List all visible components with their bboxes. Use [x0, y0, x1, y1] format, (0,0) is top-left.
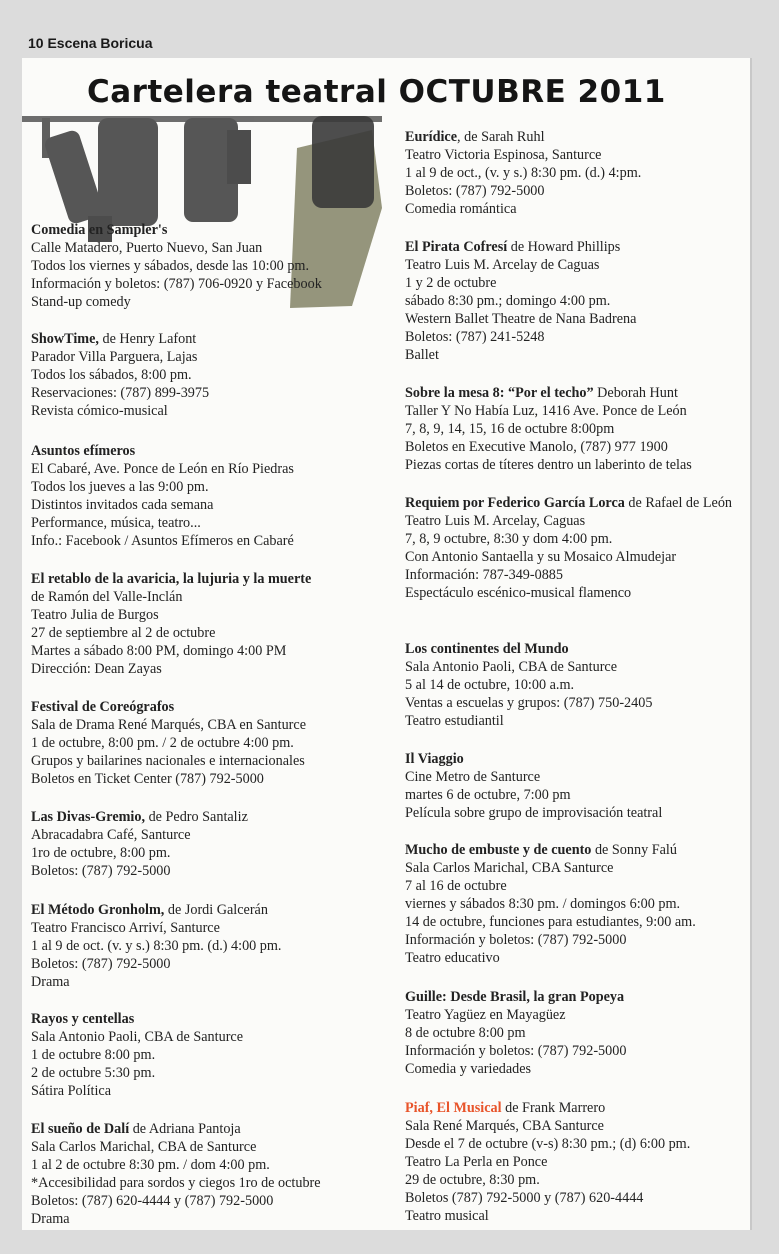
event-detail: Desde el 7 de octubre (v-s) 8:30 pm.; (d) 6:00 pm.: [405, 1136, 691, 1152]
event-detail: Todos los sábados, 8:00 pm.: [31, 367, 192, 383]
event-detail: Abracadabra Café, Santurce: [31, 827, 191, 843]
event-detail: Distintos invitados cada semana: [31, 497, 214, 513]
event-listing: [31, 698, 381, 788]
event-detail: Western Ballet Theatre de Nana Badrena: [405, 311, 637, 327]
event-detail: 7, 8, 9 octubre, 8:30 y dom 4:00 pm.: [405, 531, 613, 547]
event-title: Sobre la mesa 8: “Por el techo”: [405, 385, 594, 401]
event-detail: *Accesibilidad para sordos y ciegos 1ro de octubre: [31, 1175, 321, 1191]
event-listing: [405, 494, 750, 602]
event-detail: 2 de octubre 5:30 pm.: [31, 1065, 156, 1081]
event-detail: Ballet: [405, 347, 439, 363]
event-listing: [405, 128, 750, 218]
event-listing: [31, 1120, 381, 1228]
event-listing: [31, 570, 381, 678]
event-detail: Teatro estudiantil: [405, 713, 504, 729]
event-detail: Ventas a escuelas y grupos: (787) 750-2405: [405, 695, 653, 711]
event-detail: Comedia y variedades: [405, 1061, 532, 1077]
event-title: Las Divas-Gremio,: [31, 809, 146, 825]
event-listing: [405, 841, 750, 967]
event-author: de Adriana Pantoja: [129, 1121, 241, 1137]
event-detail: sábado 8:30 pm.; domingo 4:00 pm.: [405, 293, 611, 309]
event-title: Comedia en Sampler's: [31, 222, 168, 238]
event-title: Rayos y centellas: [31, 1011, 135, 1027]
event-listing: [31, 1010, 381, 1100]
event-detail: 1 de octubre 8:00 pm.: [31, 1047, 156, 1063]
event-detail: Boletos: (787) 792-5000: [31, 956, 171, 972]
event-detail: Cine Metro de Santurce: [405, 769, 541, 785]
event-title: Mucho de embuste y de cuento: [405, 842, 592, 858]
event-listing: [405, 384, 750, 474]
event-detail: 1ro de octubre, 8:00 pm.: [31, 845, 171, 861]
event-listing: [405, 750, 750, 822]
event-author: de Sonny Falú: [591, 842, 677, 858]
event-listing: [405, 988, 750, 1078]
event-title: Asuntos efímeros: [31, 443, 136, 459]
event-listing: [31, 330, 381, 420]
event-detail: de Ramón del Valle-Inclán: [31, 589, 183, 605]
event-detail: Boletos: (787) 620-4444 y (787) 792-5000: [31, 1193, 274, 1209]
event-detail: Teatro Francisco Arriví, Santurce: [31, 920, 220, 936]
event-detail: Boletos: (787) 792-5000: [31, 863, 171, 879]
event-detail: Martes a sábado 8:00 PM, domingo 4:00 PM: [31, 643, 287, 659]
event-title: Los continentes del Mundo: [405, 641, 569, 657]
event-detail: Boletos: (787) 792-5000: [405, 183, 545, 199]
event-detail: 7, 8, 9, 14, 15, 16 de octubre 8:00pm: [405, 421, 615, 437]
event-listing: [31, 442, 381, 550]
event-detail: Taller Y No Había Luz, 1416 Ave. Ponce de León: [405, 403, 687, 419]
event-detail: Revista cómico-musical: [31, 403, 168, 419]
event-listing: [31, 808, 381, 880]
event-author: de Rafael de León: [624, 495, 733, 511]
event-detail: Sala de Drama René Marqués, CBA en Santurce: [31, 717, 306, 733]
page-header: 10 Escena Boricua: [28, 35, 153, 51]
event-detail: Drama: [31, 1211, 70, 1227]
event-detail: Boletos en Executive Manolo, (787) 977 1900: [405, 439, 668, 455]
event-detail: Película sobre grupo de improvisación teatral: [405, 805, 663, 821]
event-detail: Teatro Victoria Espinosa, Santurce: [405, 147, 602, 163]
event-detail: Información y boletos: (787) 706-0920 y Facebook: [31, 276, 322, 292]
event-detail: Sátira Política: [31, 1083, 111, 1099]
event-detail: 8 de octubre 8:00 pm: [405, 1025, 526, 1041]
event-detail: Piezas cortas de títeres dentro un laberinto de telas: [405, 457, 692, 473]
event-detail: 1 de octubre, 8:00 pm. / 2 de octubre 4:00 pm.: [31, 735, 294, 751]
event-title: ShowTime,: [31, 331, 99, 347]
event-detail: Sala Carlos Marichal, CBA de Santurce: [31, 1139, 257, 1155]
event-detail: Información y boletos: (787) 792-5000: [405, 932, 627, 948]
event-detail: martes 6 de octubre, 7:00 pm: [405, 787, 571, 803]
event-detail: Teatro musical: [405, 1208, 489, 1224]
event-title: El Método Gronholm,: [31, 902, 165, 918]
event-detail: Sala René Marqués, CBA Santurce: [405, 1118, 604, 1134]
event-listing: [31, 901, 381, 991]
event-detail: Todos los viernes y sábados, desde las 10:00 pm.: [31, 258, 309, 274]
event-listing: [405, 1099, 750, 1225]
event-detail: 5 al 14 de octubre, 10:00 a.m.: [405, 677, 575, 693]
event-detail: Teatro Yagüez en Mayagüez: [405, 1007, 566, 1023]
event-detail: Reservaciones: (787) 899-3975: [31, 385, 210, 401]
event-title: El retablo de la avaricia, la lujuria y la muerte: [31, 571, 312, 587]
event-detail: 29 de octubre, 8:30 pm.: [405, 1172, 540, 1188]
event-detail: Calle Matadero, Puerto Nuevo, San Juan: [31, 240, 263, 256]
event-author: de Howard Phillips: [507, 239, 621, 255]
event-title: Eurídice: [405, 129, 458, 145]
event-detail: Teatro Luis M. Arcelay, Caguas: [405, 513, 586, 529]
event-detail: Sala Carlos Marichal, CBA Santurce: [405, 860, 614, 876]
event-author: , de Sarah Ruhl: [457, 129, 545, 145]
event-detail: Boletos (787) 792-5000 y (787) 620-4444: [405, 1190, 644, 1206]
event-detail: Teatro educativo: [405, 950, 500, 966]
event-detail: Dirección: Dean Zayas: [31, 661, 162, 677]
event-detail: El Cabaré, Ave. Ponce de León en Río Piedras: [31, 461, 294, 477]
event-detail: Información y boletos: (787) 792-5000: [405, 1043, 627, 1059]
event-listing: [31, 221, 381, 311]
event-detail: Sala Antonio Paoli, CBA de Santurce: [31, 1029, 244, 1045]
event-detail: Stand-up comedy: [31, 294, 131, 310]
event-author: Deborah Hunt: [593, 385, 678, 401]
event-title: Piaf, El Musical: [405, 1100, 502, 1116]
event-title: El Pirata Cofresí: [405, 239, 508, 255]
event-detail: Espectáculo escénico-musical flamenco: [405, 585, 632, 601]
event-detail: Con Antonio Santaella y su Mosaico Almudejar: [405, 549, 677, 565]
event-detail: 7 al 16 de octubre: [405, 878, 507, 894]
event-detail: Performance, música, teatro...: [31, 515, 201, 531]
event-detail: Comedia romántica: [405, 201, 517, 217]
page-title: Cartelera teatral OCTUBRE 2011: [87, 74, 666, 110]
event-detail: 1 al 2 de octubre 8:30 pm. / dom 4:00 pm.: [31, 1157, 270, 1173]
event-title: Festival de Coreógrafos: [31, 699, 175, 715]
event-title: El sueño de Dalí: [31, 1121, 130, 1137]
event-listing: [405, 238, 750, 364]
event-detail: 1 al 9 de oct. (v. y s.) 8:30 pm. (d.) 4:00 pm.: [31, 938, 282, 954]
event-listing: [405, 640, 750, 730]
event-detail: 1 al 9 de oct., (v. y s.) 8:30 pm. (d.) 4:pm.: [405, 165, 642, 181]
event-author: de Pedro Santaliz: [145, 809, 248, 825]
event-detail: Grupos y bailarines nacionales e internacionales: [31, 753, 305, 769]
event-detail: Sala Antonio Paoli, CBA de Santurce: [405, 659, 618, 675]
event-title: Il Viaggio: [405, 751, 464, 767]
event-detail: Drama: [31, 974, 70, 990]
event-detail: Boletos: (787) 241-5248: [405, 329, 545, 345]
event-detail: Teatro La Perla en Ponce: [405, 1154, 548, 1170]
event-detail: Teatro Julia de Burgos: [31, 607, 159, 623]
event-detail: Parador Villa Parguera, Lajas: [31, 349, 198, 365]
event-detail: 27 de septiembre al 2 de octubre: [31, 625, 216, 641]
event-detail: Info.: Facebook / Asuntos Efímeros en Cabaré: [31, 533, 294, 549]
event-detail: Información: 787-349-0885: [405, 567, 563, 583]
event-author: de Jordi Galcerán: [164, 902, 268, 918]
event-title: Guille: Desde Brasil, la gran Popeya: [405, 989, 625, 1005]
event-detail: viernes y sábados 8:30 pm. / domingos 6:00 pm.: [405, 896, 681, 912]
event-author: de Frank Marrero: [501, 1100, 606, 1116]
event-author: de Henry Lafont: [98, 331, 197, 347]
event-detail: 1 y 2 de octubre: [405, 275, 497, 291]
event-title: Requiem por Federico García Lorca: [405, 495, 625, 511]
listing-page: [22, 58, 752, 1230]
event-detail: Teatro Luis M. Arcelay de Caguas: [405, 257, 600, 273]
event-detail: Boletos en Ticket Center (787) 792-5000: [31, 771, 264, 787]
event-detail: Todos los jueves a las 9:00 pm.: [31, 479, 209, 495]
event-detail: 14 de octubre, funciones para estudiantes, 9:00 am.: [405, 914, 696, 930]
